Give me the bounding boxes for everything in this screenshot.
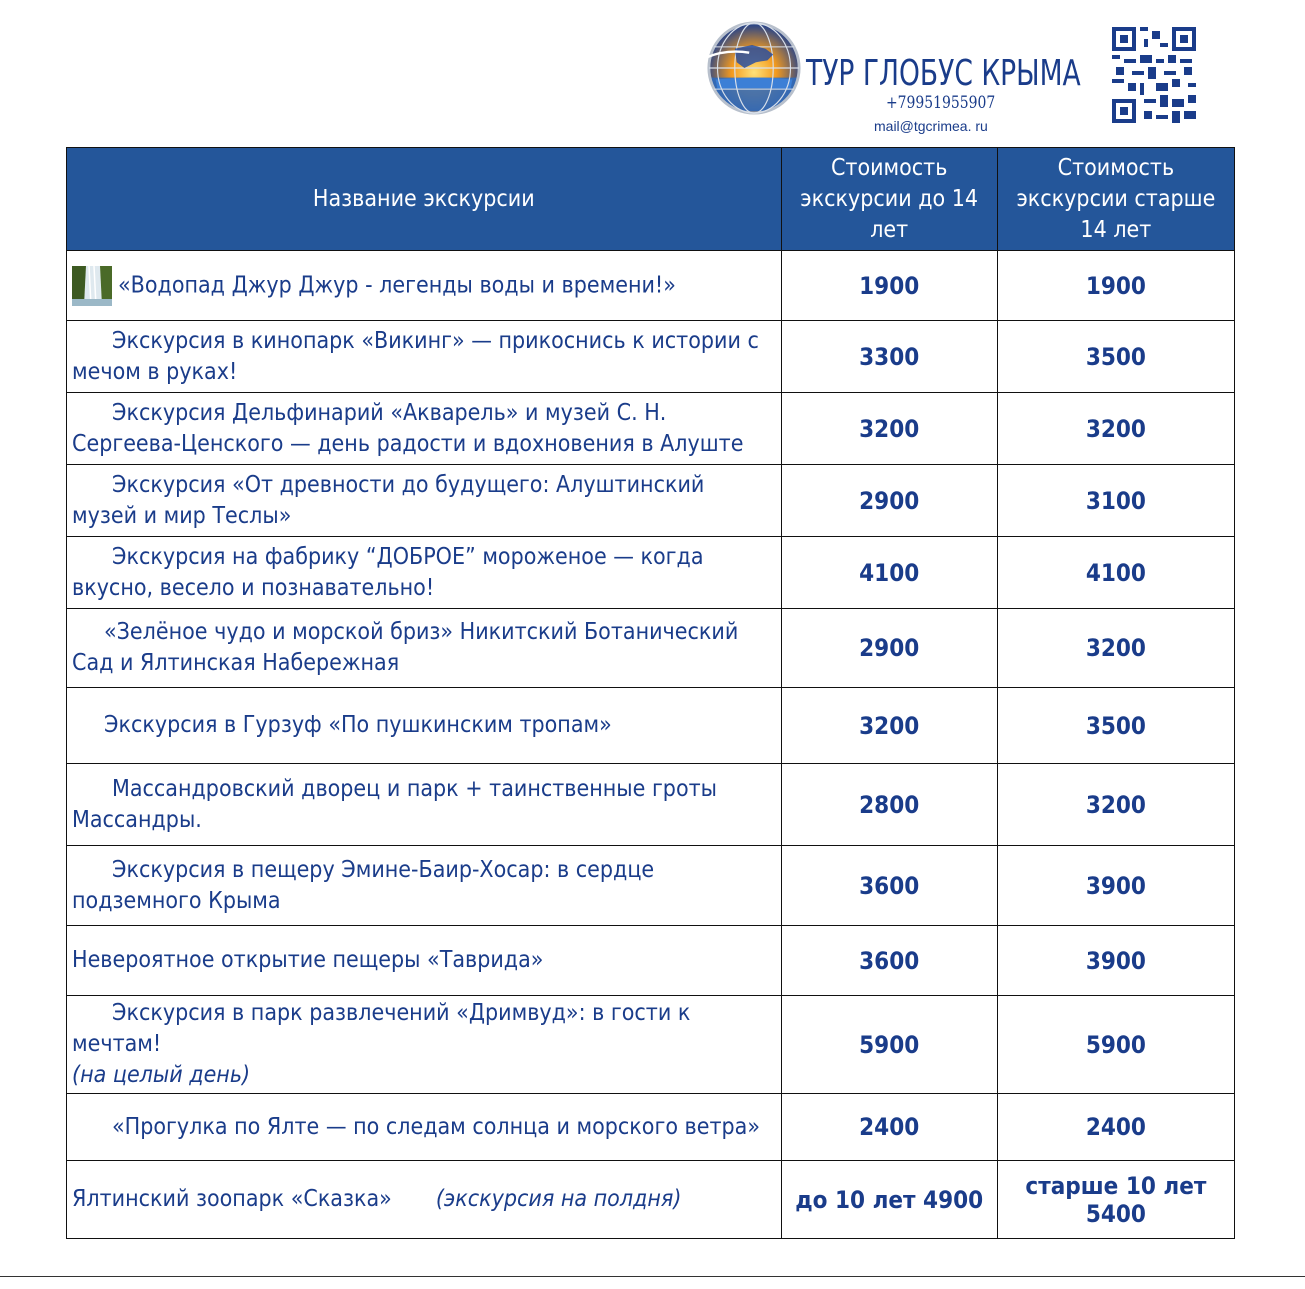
price-under-14: до 10 лет 4900	[781, 1161, 997, 1239]
excursion-name-cell	[67, 846, 782, 926]
price-under-14: 3200	[781, 688, 997, 764]
price-under-14: 1900	[781, 251, 997, 321]
excursion-name: Массандровский дворец и парк + таинственные гроты Массандры.	[72, 775, 717, 833]
excursion-name-cell	[67, 764, 782, 846]
price-under-14: 2800	[781, 764, 997, 846]
price-over-14: 3500	[997, 688, 1234, 764]
table-row	[67, 926, 1235, 996]
table-row	[67, 764, 1235, 846]
price-over-14: 3500	[997, 321, 1234, 393]
price-under-14: 2400	[781, 1094, 997, 1161]
brand-name: ТУР ГЛОБУС КРЫМА	[806, 53, 1081, 94]
excursion-name: Экскурсия в пещеру Эмине-Баир-Хосар: в сердце подземного Крыма	[72, 856, 655, 914]
price-over-14: 4100	[997, 537, 1234, 609]
price-under-14: 3600	[781, 846, 997, 926]
table-row	[67, 465, 1235, 537]
excursion-name: «Зелёное чудо и морской бриз» Никитский Ботанический Сад и Ялтинская Набережная	[72, 619, 739, 676]
price-over-14: 3900	[997, 926, 1234, 996]
excursion-name: Экскурсия «От древности до будущего: Алуштинский музей и мир Теслы»	[72, 471, 705, 529]
price-over-14: 3200	[997, 393, 1234, 465]
excursion-name-cell	[67, 609, 782, 688]
excursion-name-cell	[67, 321, 782, 393]
price-over-14: 3900	[997, 846, 1234, 926]
price-under-14: 3600	[781, 926, 997, 996]
price-under-14: 5900	[781, 996, 997, 1094]
excursion-name: Экскурсия в Гурзуф «По пушкинским тропам»	[104, 712, 612, 738]
price-over-14: 3100	[997, 465, 1234, 537]
excursion-name: Ялтинский зоопарк «Сказка»	[72, 1186, 392, 1212]
excursion-name-cell	[67, 537, 782, 609]
page-bottom-divider	[0, 1276, 1305, 1289]
excursion-name-cell	[67, 996, 782, 1094]
header-price-over-14: Стоимость экскурсии старше 14 лет	[997, 148, 1234, 251]
table-row	[67, 1161, 1235, 1239]
excursion-name-cell	[67, 393, 782, 465]
excursion-note: (экскурсия на полдня)	[435, 1186, 682, 1212]
price-over-14: 3200	[997, 764, 1234, 846]
brand-email: mail@tgcrimea. ru	[874, 118, 988, 134]
excursion-name: Экскурсия в парк развлечений «Дримвуд»: в гости к мечтам!	[72, 1000, 691, 1057]
excursion-name: Экскурсия Дельфинарий «Акварель» и музей С. Н. Сергеева-Ценского — день радости и вдохновения в Алуште	[72, 399, 744, 457]
excursion-name: «Водопад Джур Джур - легенды воды и времени!»	[118, 272, 676, 298]
table-row	[67, 393, 1235, 465]
excursion-name-cell	[67, 465, 782, 537]
excursion-name-cell	[67, 1161, 782, 1239]
excursion-name-cell	[67, 251, 782, 321]
table-header-row	[67, 148, 1235, 251]
globe-crimea-logo-icon	[706, 20, 802, 116]
price-over-14: 1900	[997, 251, 1234, 321]
table-row	[67, 1094, 1235, 1161]
header-price-under-14: Стоимость экскурсии до 14 лет	[781, 148, 997, 251]
price-over-14: 3200	[997, 609, 1234, 688]
price-over-14: 2400	[997, 1094, 1234, 1161]
brand-phone: +79951955907	[886, 93, 996, 113]
table-row	[67, 537, 1235, 609]
table-row	[67, 846, 1235, 926]
table-row	[67, 609, 1235, 688]
excursion-name: Невероятное открытие пещеры «Таврида»	[72, 947, 544, 973]
price-under-14: 2900	[781, 465, 997, 537]
table-row	[67, 321, 1235, 393]
price-under-14: 3300	[781, 321, 997, 393]
table-row	[67, 996, 1235, 1094]
price-over-14: старше 10 лет 5400	[997, 1161, 1234, 1239]
header-excursion-name: Название экскурсии	[67, 148, 782, 251]
excursion-price-table	[66, 147, 1235, 1239]
table-row	[67, 251, 1235, 321]
excursion-name: «Прогулка по Ялте — по следам солнца и морского ветра»	[112, 1113, 760, 1140]
excursion-name-cell	[67, 688, 782, 764]
brand-header	[700, 15, 1210, 140]
waterfall-thumbnail-icon	[72, 266, 112, 306]
excursion-name: Экскурсия на фабрику “ДОБРОЕ” мороженое — когда вкусно, весело и познавательно!	[72, 543, 704, 601]
excursion-name: Экскурсия в кинопарк «Викинг» — прикоснись к истории с мечом в руках!	[72, 327, 759, 385]
price-under-14: 3200	[781, 393, 997, 465]
excursion-note: (на целый день)	[72, 1062, 251, 1088]
excursion-name-cell	[67, 926, 782, 996]
price-under-14: 4100	[781, 537, 997, 609]
price-under-14: 2900	[781, 609, 997, 688]
excursion-name-cell	[67, 1094, 782, 1161]
qr-code-icon	[1112, 27, 1196, 123]
table-row	[67, 688, 1235, 764]
price-over-14: 5900	[997, 996, 1234, 1094]
